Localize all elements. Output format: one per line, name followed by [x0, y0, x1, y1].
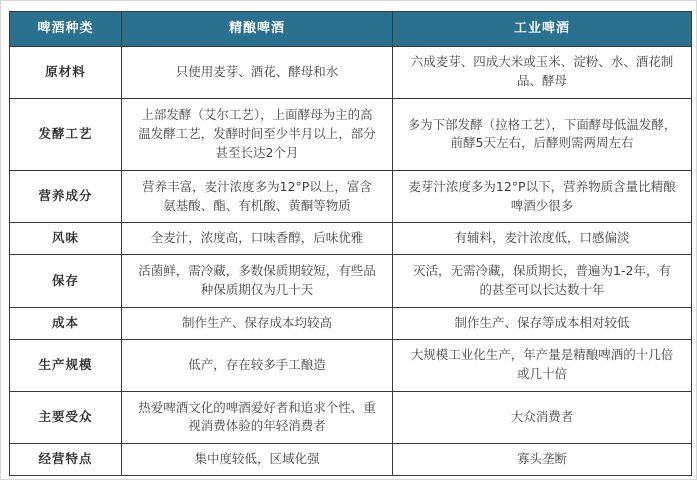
industrial-beer-cell: 寡头垄断: [393, 443, 692, 475]
table-row: [10, 171, 692, 223]
beer-comparison-table: [9, 11, 692, 476]
table-row: [10, 307, 692, 339]
craft-beer-cell: 活菌鲜，需冷藏，多数保质期较短，有些品种保质期仅为几十天: [122, 255, 393, 307]
table-body: [10, 46, 692, 476]
header-cell-craft-beer: 精酿啤酒: [122, 12, 393, 47]
table-row: [10, 255, 692, 307]
table-header: [10, 12, 692, 47]
industrial-beer-cell: 麦芽汁浓度多为12°P以下，营养物质含量比精酿啤酒少很多: [393, 171, 692, 223]
table-row: [10, 443, 692, 475]
industrial-beer-cell: 六成麦芽、四成大米或玉米、淀粉、水、酒花制品、酵母: [393, 46, 692, 98]
row-label-cell: 保存: [10, 255, 122, 307]
header-cell-industrial-beer: 工业啤酒: [393, 12, 692, 47]
row-label-cell: 成本: [10, 307, 122, 339]
row-label-cell: 生产规模: [10, 339, 122, 391]
craft-beer-cell: 全麦汁，浓度高，口味香醇，后味优雅: [122, 223, 393, 255]
row-label-cell: 发酵工艺: [10, 98, 122, 170]
craft-beer-cell: 低产，存在较多手工酿造: [122, 339, 393, 391]
row-label-cell: 经营特点: [10, 443, 122, 475]
industrial-beer-cell: 大众消费者: [393, 391, 692, 443]
industrial-beer-cell: 制作生产、保存等成本相对较低: [393, 307, 692, 339]
header-cell-beer-type: 啤酒种类: [10, 12, 122, 47]
craft-beer-cell: 热爱啤酒文化的啤酒爱好者和追求个性、重视消费体验的年轻消费者: [122, 391, 393, 443]
craft-beer-cell: 制作生产、保存成本均较高: [122, 307, 393, 339]
row-label-cell: 风味: [10, 223, 122, 255]
table-row: [10, 339, 692, 391]
row-label-cell: 营养成分: [10, 171, 122, 223]
table-row: [10, 46, 692, 98]
row-label-cell: 原材料: [10, 46, 122, 98]
table-row: [10, 391, 692, 443]
industrial-beer-cell: 有辅料，麦汁浓度低，口感偏淡: [393, 223, 692, 255]
row-label-cell: 主要受众: [10, 391, 122, 443]
industrial-beer-cell: 灭活，无需冷藏，保质期长，普遍为1-2年，有的甚至可以长达数十年: [393, 255, 692, 307]
industrial-beer-cell: 大规模工业化生产，年产量是精酿啤酒的十几倍或几十倍: [393, 339, 692, 391]
table-row: [10, 98, 692, 170]
craft-beer-cell: 集中度较低，区域化强: [122, 443, 393, 475]
header-row: [10, 12, 692, 47]
craft-beer-cell: 营养丰富，麦汁浓度多为12°P以上，富含氨基酸、酯、有机酸、黄酮等物质: [122, 171, 393, 223]
craft-beer-cell: 上部发酵（艾尔工艺），上面酵母为主的高温发酵工艺，发酵时间至少半月以上，部分甚至长达2个月: [122, 98, 393, 170]
craft-beer-cell: 只使用麦芽、酒花、酵母和水: [122, 46, 393, 98]
table-row: [10, 223, 692, 255]
industrial-beer-cell: 多为下部发酵（拉格工艺），下面酵母低温发酵，前酵5天左右，后酵则需两周左右: [393, 98, 692, 170]
